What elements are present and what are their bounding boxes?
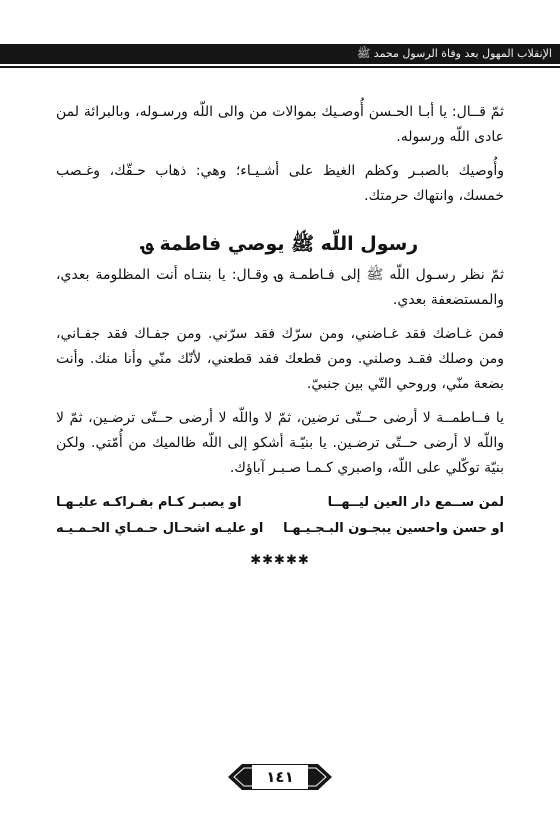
paragraph: يا فــاطمــة لا أرضى حــتّى ترضين، ثمّ لا واللّه لا أرضى حــتّى ترضـين، ثمّ لا واللّه لا أرضى حــتّى ترضـين. يا بنيّـة أشكو إلى اللّه ظالميك من أُمّتي. ولكن بنيّة توكّلي على اللّه، واصبري كـمـا صـبـر آباؤك. [56,410,504,476]
verse-hemistich-right: او حسن واحسين يبجـون البـجـيـهـا [283,521,504,536]
poem-verse [56,516,504,542]
section-separator: ✱✱✱✱✱ [250,553,310,568]
header-rule [0,66,560,68]
running-header-title: الإنقلاب المهول بعد وفاة الرسول محمد ﷺ [357,47,552,60]
paragraph: ثمّ قــال: يا أبـا الحـسن أُوصـيك بموالات من والى اللّه ورسـوله، وبالبرائة لمن عادى اللّه ورسوله. [56,104,504,145]
page-number-ornament [228,762,332,792]
paragraph: فمن غـاضك فقد غـاضني، ومن سرّك فقد سرّني. ومن جفـاك فقد جفـاني، ومن وصلك فقـد وصلني. ومن قطعك فقد قطعني، لأنّك منّي وأنا منك. وأنت بضعة منّي، وروحي التّي بين جنبيّ. [56,326,504,392]
poem-verse [56,490,504,516]
verse-hemistich-right: لمن ســمع دار العين ليــهــا [327,495,504,510]
page-body [56,100,504,573]
verse-hemistich-left: او عليـه اشحـال حـمـاي الحـمـيـه [56,521,264,536]
verse-hemistich-left: او يصبـر كـام بفـراكـه عليـهـا [56,495,242,510]
paragraph: وأُوصيك بالصبـر وكظم الغيظ على أشـيـاء؛ وهي: ذهاب حـقّك، وغـصب خمسك، وانتهاك حرمتك. [56,163,504,204]
section-title: رسول اللّه ﷺ يوصي فاطمة ؈ [141,233,419,255]
paragraph: ثمّ نظر رسـول اللّه ﷺ إلى فـاطمـة ؈ وقـال: يا بنتـاه أنت المظلومة بعدي، والمستضعفة بعدي. [56,267,504,308]
page-number: ١٤١ [252,765,308,789]
